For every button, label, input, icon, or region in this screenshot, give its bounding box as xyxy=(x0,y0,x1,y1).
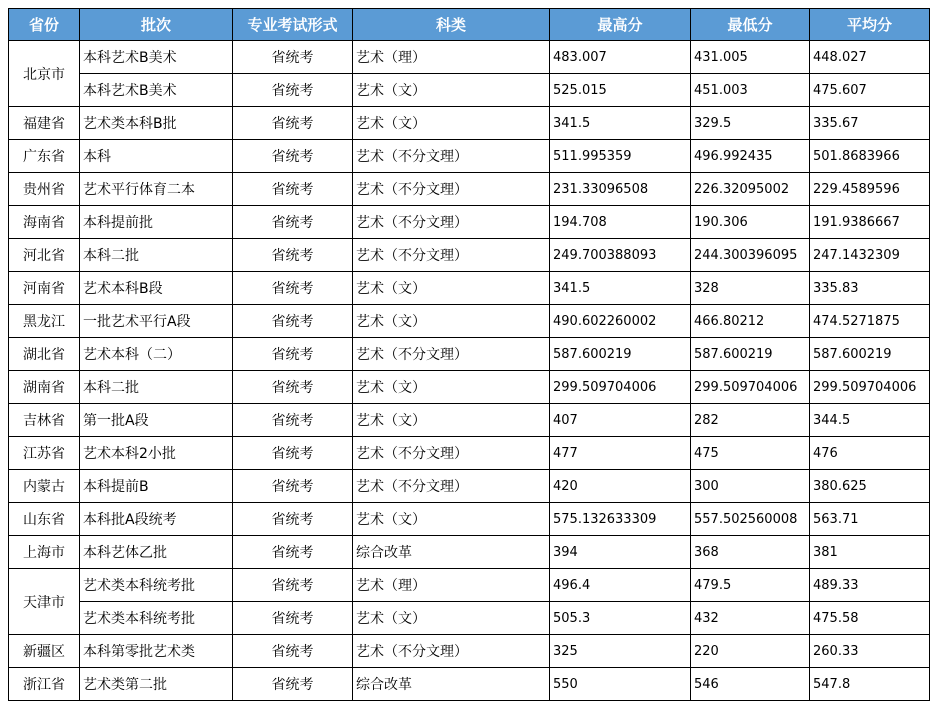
min-score-cell: 282 xyxy=(691,404,810,437)
avg-score-cell: 229.4589596 xyxy=(810,173,930,206)
batch-cell: 本科提前批 xyxy=(80,206,233,239)
header-row xyxy=(9,9,930,41)
max-score-cell: 194.708 xyxy=(550,206,691,239)
avg-score-cell: 247.1432309 xyxy=(810,239,930,272)
max-score-cell: 575.132633309 xyxy=(550,503,691,536)
table-row xyxy=(9,668,930,701)
subject-type-cell: 艺术（文） xyxy=(353,107,550,140)
min-score-cell: 546 xyxy=(691,668,810,701)
table-header xyxy=(9,9,930,41)
batch-cell: 艺术类本科统考批 xyxy=(80,602,233,635)
max-score-cell: 407 xyxy=(550,404,691,437)
table-row xyxy=(9,206,930,239)
exam-form-cell: 省统考 xyxy=(233,470,353,503)
province-cell: 河南省 xyxy=(9,272,80,305)
max-score-cell: 299.509704006 xyxy=(550,371,691,404)
province-cell: 山东省 xyxy=(9,503,80,536)
province-cell: 贵州省 xyxy=(9,173,80,206)
subject-type-cell: 艺术（不分文理） xyxy=(353,338,550,371)
table-row xyxy=(9,74,930,107)
province-cell: 吉林省 xyxy=(9,404,80,437)
province-cell: 江苏省 xyxy=(9,437,80,470)
exam-form-cell: 省统考 xyxy=(233,371,353,404)
exam-form-cell: 省统考 xyxy=(233,668,353,701)
max-score-cell: 505.3 xyxy=(550,602,691,635)
avg-score-cell: 474.5271875 xyxy=(810,305,930,338)
avg-score-cell: 547.8 xyxy=(810,668,930,701)
subject-type-cell: 艺术（文） xyxy=(353,404,550,437)
exam-form-cell: 省统考 xyxy=(233,206,353,239)
batch-cell: 本科二批 xyxy=(80,239,233,272)
batch-cell: 艺术本科2小批 xyxy=(80,437,233,470)
table-row xyxy=(9,140,930,173)
min-score-cell: 328 xyxy=(691,272,810,305)
province-cell: 北京市 xyxy=(9,41,80,107)
max-score-cell: 490.602260002 xyxy=(550,305,691,338)
min-score-cell: 466.80212 xyxy=(691,305,810,338)
avg-score-cell: 563.71 xyxy=(810,503,930,536)
min-score-cell: 451.003 xyxy=(691,74,810,107)
table-row xyxy=(9,41,930,74)
max-score-cell: 420 xyxy=(550,470,691,503)
batch-cell: 艺术本科（二） xyxy=(80,338,233,371)
exam-form-cell: 省统考 xyxy=(233,437,353,470)
max-score-cell: 477 xyxy=(550,437,691,470)
batch-cell: 艺术类本科B批 xyxy=(80,107,233,140)
table-row xyxy=(9,239,930,272)
province-cell: 湖南省 xyxy=(9,371,80,404)
exam-form-cell: 省统考 xyxy=(233,602,353,635)
subject-type-cell: 艺术（文） xyxy=(353,602,550,635)
min-score-cell: 496.992435 xyxy=(691,140,810,173)
exam-form-cell: 省统考 xyxy=(233,140,353,173)
batch-cell: 本科二批 xyxy=(80,371,233,404)
max-score-cell: 525.015 xyxy=(550,74,691,107)
batch-cell: 本科 xyxy=(80,140,233,173)
subject-type-cell: 艺术（理） xyxy=(353,41,550,74)
avg-score-cell: 335.67 xyxy=(810,107,930,140)
avg-score-cell: 335.83 xyxy=(810,272,930,305)
subject-type-cell: 综合改革 xyxy=(353,668,550,701)
table-row xyxy=(9,569,930,602)
header-batch: 批次 xyxy=(80,9,233,41)
exam-form-cell: 省统考 xyxy=(233,338,353,371)
batch-cell: 本科批A段统考 xyxy=(80,503,233,536)
table-row xyxy=(9,305,930,338)
avg-score-cell: 191.9386667 xyxy=(810,206,930,239)
table-row xyxy=(9,602,930,635)
batch-cell: 本科艺体乙批 xyxy=(80,536,233,569)
exam-form-cell: 省统考 xyxy=(233,569,353,602)
subject-type-cell: 艺术（文） xyxy=(353,503,550,536)
province-cell: 浙江省 xyxy=(9,668,80,701)
min-score-cell: 244.300396095 xyxy=(691,239,810,272)
table-body xyxy=(9,41,930,701)
exam-form-cell: 省统考 xyxy=(233,635,353,668)
table-row xyxy=(9,635,930,668)
max-score-cell: 587.600219 xyxy=(550,338,691,371)
header-max-score: 最高分 xyxy=(550,9,691,41)
min-score-cell: 587.600219 xyxy=(691,338,810,371)
max-score-cell: 394 xyxy=(550,536,691,569)
max-score-cell: 249.700388093 xyxy=(550,239,691,272)
exam-form-cell: 省统考 xyxy=(233,74,353,107)
batch-cell: 本科提前B xyxy=(80,470,233,503)
max-score-cell: 550 xyxy=(550,668,691,701)
table-row xyxy=(9,338,930,371)
avg-score-cell: 489.33 xyxy=(810,569,930,602)
subject-type-cell: 艺术（理） xyxy=(353,569,550,602)
subject-type-cell: 艺术（不分文理） xyxy=(353,470,550,503)
avg-score-cell: 476 xyxy=(810,437,930,470)
max-score-cell: 325 xyxy=(550,635,691,668)
province-cell: 黑龙江 xyxy=(9,305,80,338)
table-row xyxy=(9,107,930,140)
header-exam-form: 专业考试形式 xyxy=(233,9,353,41)
exam-form-cell: 省统考 xyxy=(233,404,353,437)
header-province: 省份 xyxy=(9,9,80,41)
min-score-cell: 300 xyxy=(691,470,810,503)
avg-score-cell: 260.33 xyxy=(810,635,930,668)
avg-score-cell: 475.58 xyxy=(810,602,930,635)
subject-type-cell: 艺术（不分文理） xyxy=(353,173,550,206)
province-cell: 新疆区 xyxy=(9,635,80,668)
max-score-cell: 483.007 xyxy=(550,41,691,74)
batch-cell: 本科艺术B美术 xyxy=(80,41,233,74)
subject-type-cell: 艺术（不分文理） xyxy=(353,635,550,668)
exam-form-cell: 省统考 xyxy=(233,239,353,272)
table-row xyxy=(9,272,930,305)
batch-cell: 本科艺术B美术 xyxy=(80,74,233,107)
min-score-cell: 432 xyxy=(691,602,810,635)
table-row xyxy=(9,470,930,503)
min-score-cell: 299.509704006 xyxy=(691,371,810,404)
subject-type-cell: 综合改革 xyxy=(353,536,550,569)
max-score-cell: 341.5 xyxy=(550,107,691,140)
max-score-cell: 231.33096508 xyxy=(550,173,691,206)
avg-score-cell: 344.5 xyxy=(810,404,930,437)
province-cell: 河北省 xyxy=(9,239,80,272)
subject-type-cell: 艺术（不分文理） xyxy=(353,239,550,272)
subject-type-cell: 艺术（不分文理） xyxy=(353,140,550,173)
table-row xyxy=(9,437,930,470)
max-score-cell: 511.995359 xyxy=(550,140,691,173)
min-score-cell: 368 xyxy=(691,536,810,569)
subject-type-cell: 艺术（不分文理） xyxy=(353,437,550,470)
header-avg-score: 平均分 xyxy=(810,9,930,41)
province-cell: 上海市 xyxy=(9,536,80,569)
table-row xyxy=(9,404,930,437)
table-row xyxy=(9,536,930,569)
min-score-cell: 479.5 xyxy=(691,569,810,602)
exam-form-cell: 省统考 xyxy=(233,272,353,305)
avg-score-cell: 381 xyxy=(810,536,930,569)
min-score-cell: 190.306 xyxy=(691,206,810,239)
batch-cell: 艺术平行体育二本 xyxy=(80,173,233,206)
exam-form-cell: 省统考 xyxy=(233,305,353,338)
subject-type-cell: 艺术（文） xyxy=(353,371,550,404)
table-row xyxy=(9,371,930,404)
province-cell: 福建省 xyxy=(9,107,80,140)
batch-cell: 艺术类本科统考批 xyxy=(80,569,233,602)
min-score-cell: 431.005 xyxy=(691,41,810,74)
min-score-cell: 475 xyxy=(691,437,810,470)
subject-type-cell: 艺术（文） xyxy=(353,74,550,107)
exam-form-cell: 省统考 xyxy=(233,107,353,140)
batch-cell: 艺术本科B段 xyxy=(80,272,233,305)
batch-cell: 艺术类第二批 xyxy=(80,668,233,701)
batch-cell: 一批艺术平行A段 xyxy=(80,305,233,338)
header-subject-type: 科类 xyxy=(353,9,550,41)
table-row xyxy=(9,173,930,206)
province-cell: 海南省 xyxy=(9,206,80,239)
min-score-cell: 329.5 xyxy=(691,107,810,140)
exam-form-cell: 省统考 xyxy=(233,41,353,74)
max-score-cell: 496.4 xyxy=(550,569,691,602)
min-score-cell: 557.502560008 xyxy=(691,503,810,536)
min-score-cell: 220 xyxy=(691,635,810,668)
avg-score-cell: 501.8683966 xyxy=(810,140,930,173)
score-table xyxy=(8,8,930,701)
batch-cell: 本科第零批艺术类 xyxy=(80,635,233,668)
max-score-cell: 341.5 xyxy=(550,272,691,305)
avg-score-cell: 380.625 xyxy=(810,470,930,503)
min-score-cell: 226.32095002 xyxy=(691,173,810,206)
province-cell: 天津市 xyxy=(9,569,80,635)
header-min-score: 最低分 xyxy=(691,9,810,41)
avg-score-cell: 475.607 xyxy=(810,74,930,107)
avg-score-cell: 299.509704006 xyxy=(810,371,930,404)
exam-form-cell: 省统考 xyxy=(233,173,353,206)
exam-form-cell: 省统考 xyxy=(233,536,353,569)
province-cell: 广东省 xyxy=(9,140,80,173)
table-row xyxy=(9,503,930,536)
subject-type-cell: 艺术（文） xyxy=(353,305,550,338)
subject-type-cell: 艺术（文） xyxy=(353,272,550,305)
avg-score-cell: 587.600219 xyxy=(810,338,930,371)
exam-form-cell: 省统考 xyxy=(233,503,353,536)
province-cell: 内蒙古 xyxy=(9,470,80,503)
province-cell: 湖北省 xyxy=(9,338,80,371)
batch-cell: 第一批A段 xyxy=(80,404,233,437)
subject-type-cell: 艺术（不分文理） xyxy=(353,206,550,239)
avg-score-cell: 448.027 xyxy=(810,41,930,74)
